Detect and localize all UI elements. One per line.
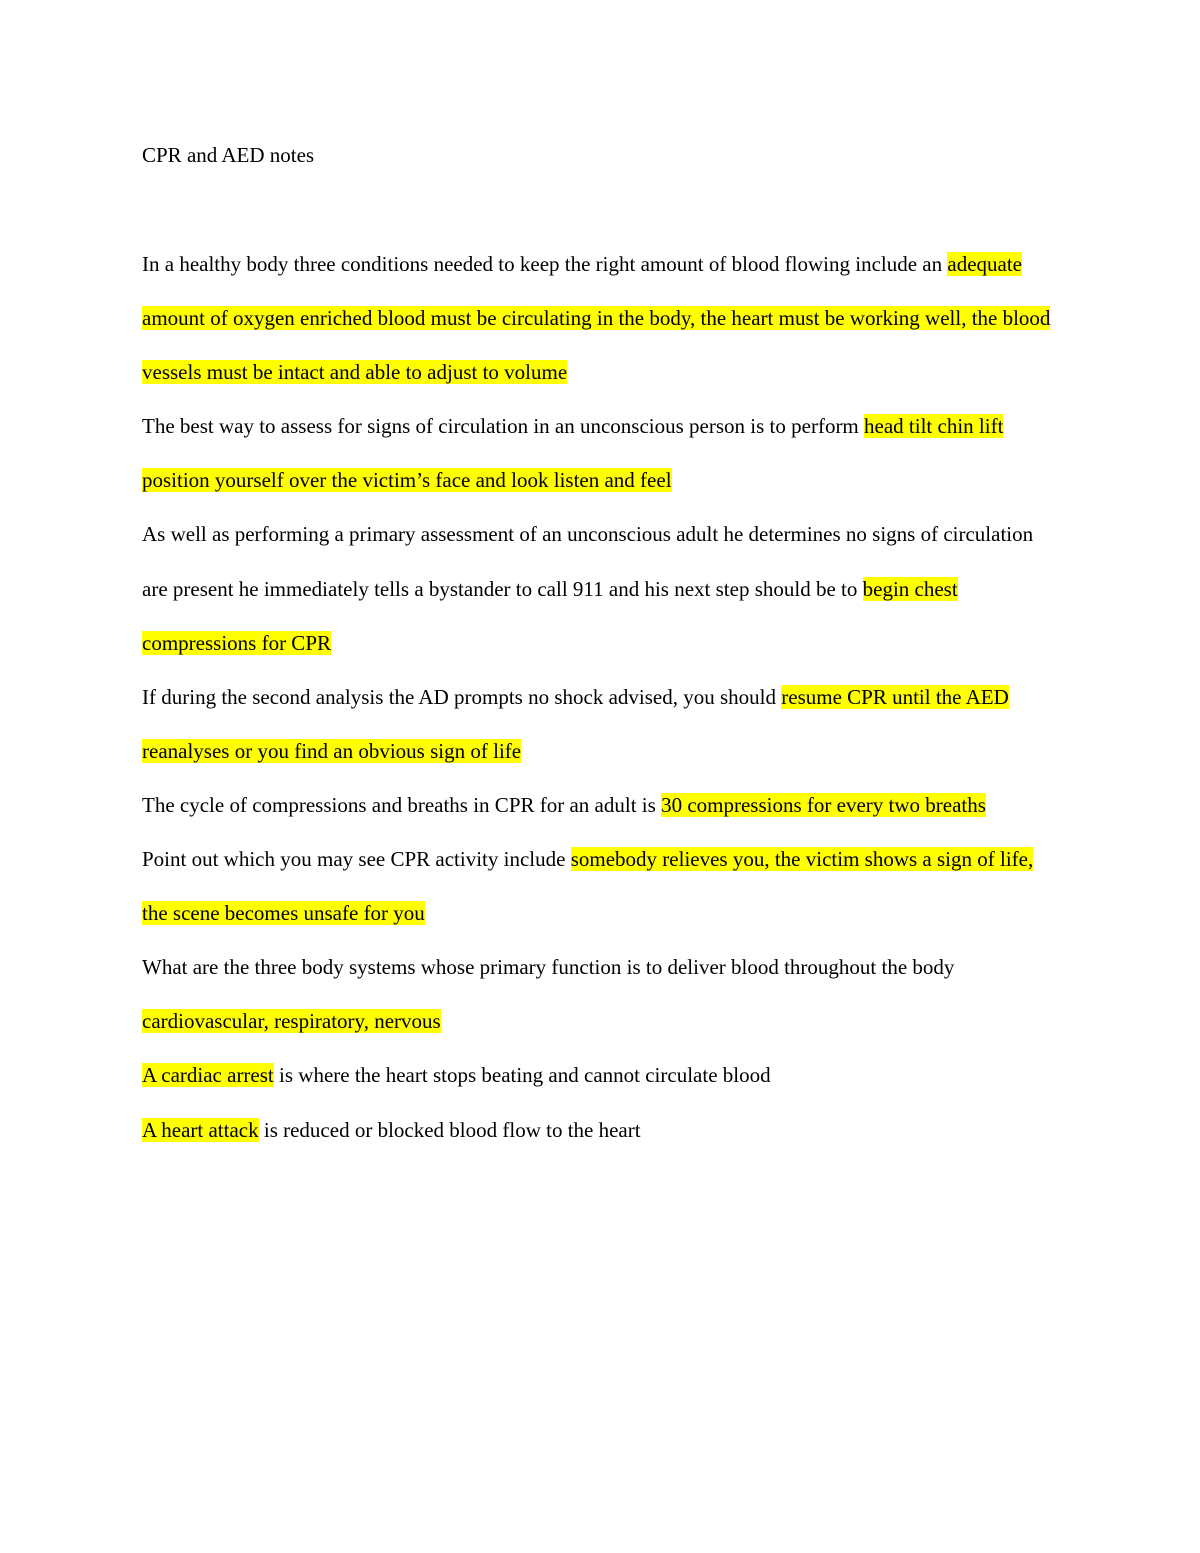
highlighted-text: 30 compressions for every two breaths <box>661 792 986 817</box>
paragraph <box>142 778 1062 832</box>
highlighted-text: A cardiac arrest <box>142 1063 274 1088</box>
highlighted-text: head tilt chin lift position yourself over the victim’s face and look listen and feel <box>142 414 1004 493</box>
document-body <box>142 237 1062 1157</box>
paragraph-text: As well as performing a primary assessment of an unconscious adult he determines no signs of circulation are present he immediately tells a bystander to call 911 and his next step should be to <box>142 522 1034 601</box>
paragraph <box>142 237 1062 399</box>
paragraph-text: is where the heart stops beating and cannot circulate blood <box>273 1063 771 1088</box>
paragraph <box>142 832 1062 940</box>
highlighted-text: A heart attack <box>142 1117 259 1142</box>
paragraph <box>142 1103 1062 1157</box>
paragraph <box>142 1048 1062 1102</box>
highlighted-text: begin chest compressions for CPR <box>142 576 958 655</box>
paragraph-text: The cycle of compressions and breaths in CPR for an adult is <box>142 792 662 817</box>
highlighted-text: somebody relieves you, the victim shows a sign of life, the scene becomes unsafe for you <box>142 847 1034 926</box>
paragraph <box>142 940 1062 1048</box>
paragraph-text: is reduced or blocked blood flow to the heart <box>258 1117 641 1142</box>
paragraph <box>142 670 1062 778</box>
paragraph-text: The best way to assess for signs of circulation in an unconscious person is to perform <box>142 414 865 439</box>
document-title: CPR and AED notes <box>142 143 315 167</box>
paragraph <box>142 507 1062 669</box>
paragraph-text: Point out which you may see CPR activity include <box>142 847 571 872</box>
paragraph-text: If during the second analysis the AD prompts no shock advised, you should <box>142 684 782 709</box>
paragraph-text: What are the three body systems whose primary function is to deliver blood throughout the body <box>142 955 955 980</box>
highlighted-text: resume CPR until the AED reanalyses or you find an obvious sign of life <box>142 684 1009 763</box>
paragraph <box>142 399 1062 507</box>
highlighted-text: cardiovascular, respiratory, nervous <box>142 1009 441 1034</box>
highlighted-text: adequate amount of oxygen enriched blood must be circulating in the body, the heart must be working well, the blood vessels must be intact and able to adjust to volume <box>142 252 1051 385</box>
paragraph-text: In a healthy body three conditions needed to keep the right amount of blood flowing include an <box>142 252 948 276</box>
